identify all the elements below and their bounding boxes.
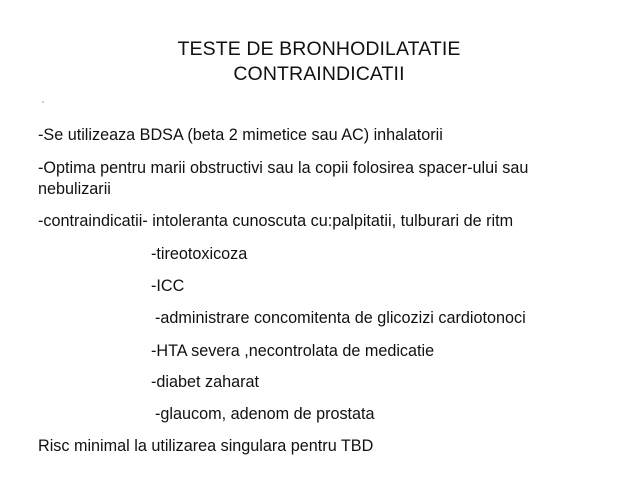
slide-title-line-2: CONTRAINDICATII: [233, 63, 405, 85]
text-line-bdsa-inhaled: -Se utilizeaza BDSA (beta 2 mimetice sau AC) inhalatorii: [38, 126, 443, 144]
text-line-spacer-use: -Optima pentru marii obstructivi sau la copii folosirea spacer-ului sau: [38, 159, 529, 177]
contraindication-glaucoma-prostate: -glaucom, adenom de prostata: [155, 405, 375, 423]
contraindication-diabetes: -diabet zaharat: [151, 373, 259, 391]
slide-title-line-1: TESTE DE BRONHODILATATIE: [177, 38, 461, 60]
text-line-nebulization: nebulizarii: [38, 180, 111, 198]
slide-title: [0, 37, 638, 87]
contraindication-severe-hypertension: -HTA severa ,necontrolata de medicatie: [151, 342, 435, 360]
contraindication-thyrotoxicosis: -tireotoxicoza: [151, 245, 248, 263]
text-line-contraindications: -contraindicatii- intoleranta cunoscuta cu:palpitatii, tulburari de ritm: [38, 212, 514, 230]
text-line-minimal-risk: Risc minimal la utilizarea singulara pentru TBD: [38, 437, 374, 455]
contraindication-icc: -ICC: [151, 277, 185, 295]
bullet-dot-icon: [42, 101, 44, 103]
contraindication-cardiotonic-glycosides: -administrare concomitenta de glicozizi cardiotonoci: [155, 309, 526, 327]
